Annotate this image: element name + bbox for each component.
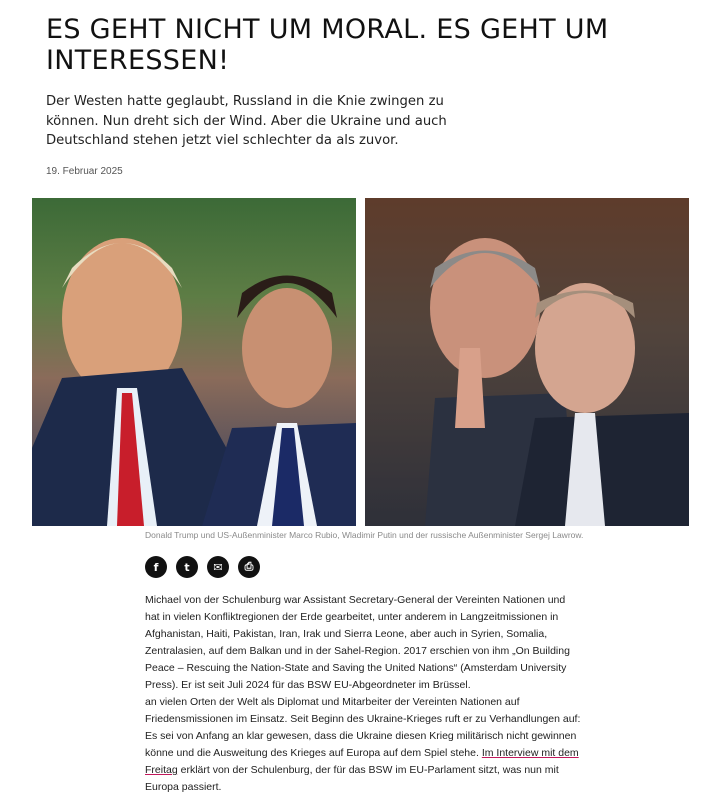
article-title: ES GEHT NICHT UM MORAL. ES GEHT UM INTERESSEN! xyxy=(46,14,609,76)
article-body xyxy=(145,592,581,796)
paragraph-interview xyxy=(145,694,581,796)
share-bar xyxy=(145,556,260,578)
facebook-icon[interactable]: f xyxy=(145,556,167,578)
article-date: 19. Februar 2025 xyxy=(46,166,123,177)
paragraph-interview-start: an vielen Orten der Welt als Diplomat und Mitarbeiter der Vereinten Nationen auf Friedensmissionen im Einsatz. Seit Beginn des Ukraine-Krieges ruft er zu Verhandlungen auf: Es sei von Anfang an klar gewesen, dass die Ukraine diesen Krieg militärisch nicht gewinnen könne und die Ausweitung des Krieges auf Europa auf dem Spiel stehe. xyxy=(145,696,581,759)
email-icon[interactable]: ✉ xyxy=(207,556,229,578)
photo-caption: Donald Trump und US-Außenminister Marco Rubio, Wladimir Putin und der russische Außenminister Sergej Lawrow. xyxy=(145,530,584,540)
article-lead: Der Westen hatte geglaubt, Russland in die Knie zwingen zu können. Nun dreht sich der Wind. Aber die Ukraine und auch Deutschland stehen jetzt viel schlechter da als zuvor. xyxy=(46,94,447,148)
twitter-icon[interactable]: t xyxy=(176,556,198,578)
photo-trump-rubio xyxy=(32,198,356,526)
paragraph-interview-end: erklärt von der Schulenburg, der für das BSW im EU-Parlament sitzt, was nun mit Europa passiert. xyxy=(145,764,559,793)
interview-link[interactable]: Im Interview mit dem Freitag xyxy=(145,747,579,776)
print-icon[interactable]: ⎙ xyxy=(238,556,260,578)
photo-putin-lavrov xyxy=(365,198,689,526)
paragraph-author-bio: Michael von der Schulenburg war Assistant Secretary-General der Vereinten Nationen und hat in vielen Konfliktregionen der Erde gearbeitet, unter anderem in Langzeitmissionen in Afghanistan, Haiti, Pakistan, Iran, Irak und Sierra Leone, aber auch in Syrien, Somalia, Zentralasien, auf dem Balkan und in der Sahel-Region. 2017 erschien von ihm „On Building Peace – Rescuing the Nation-State and Saving the United Nations“ (Amsterdam University Press). Er ist seit Juli 2024 für das BSW EU-Abgeordneter im Brüssel. xyxy=(145,594,570,691)
